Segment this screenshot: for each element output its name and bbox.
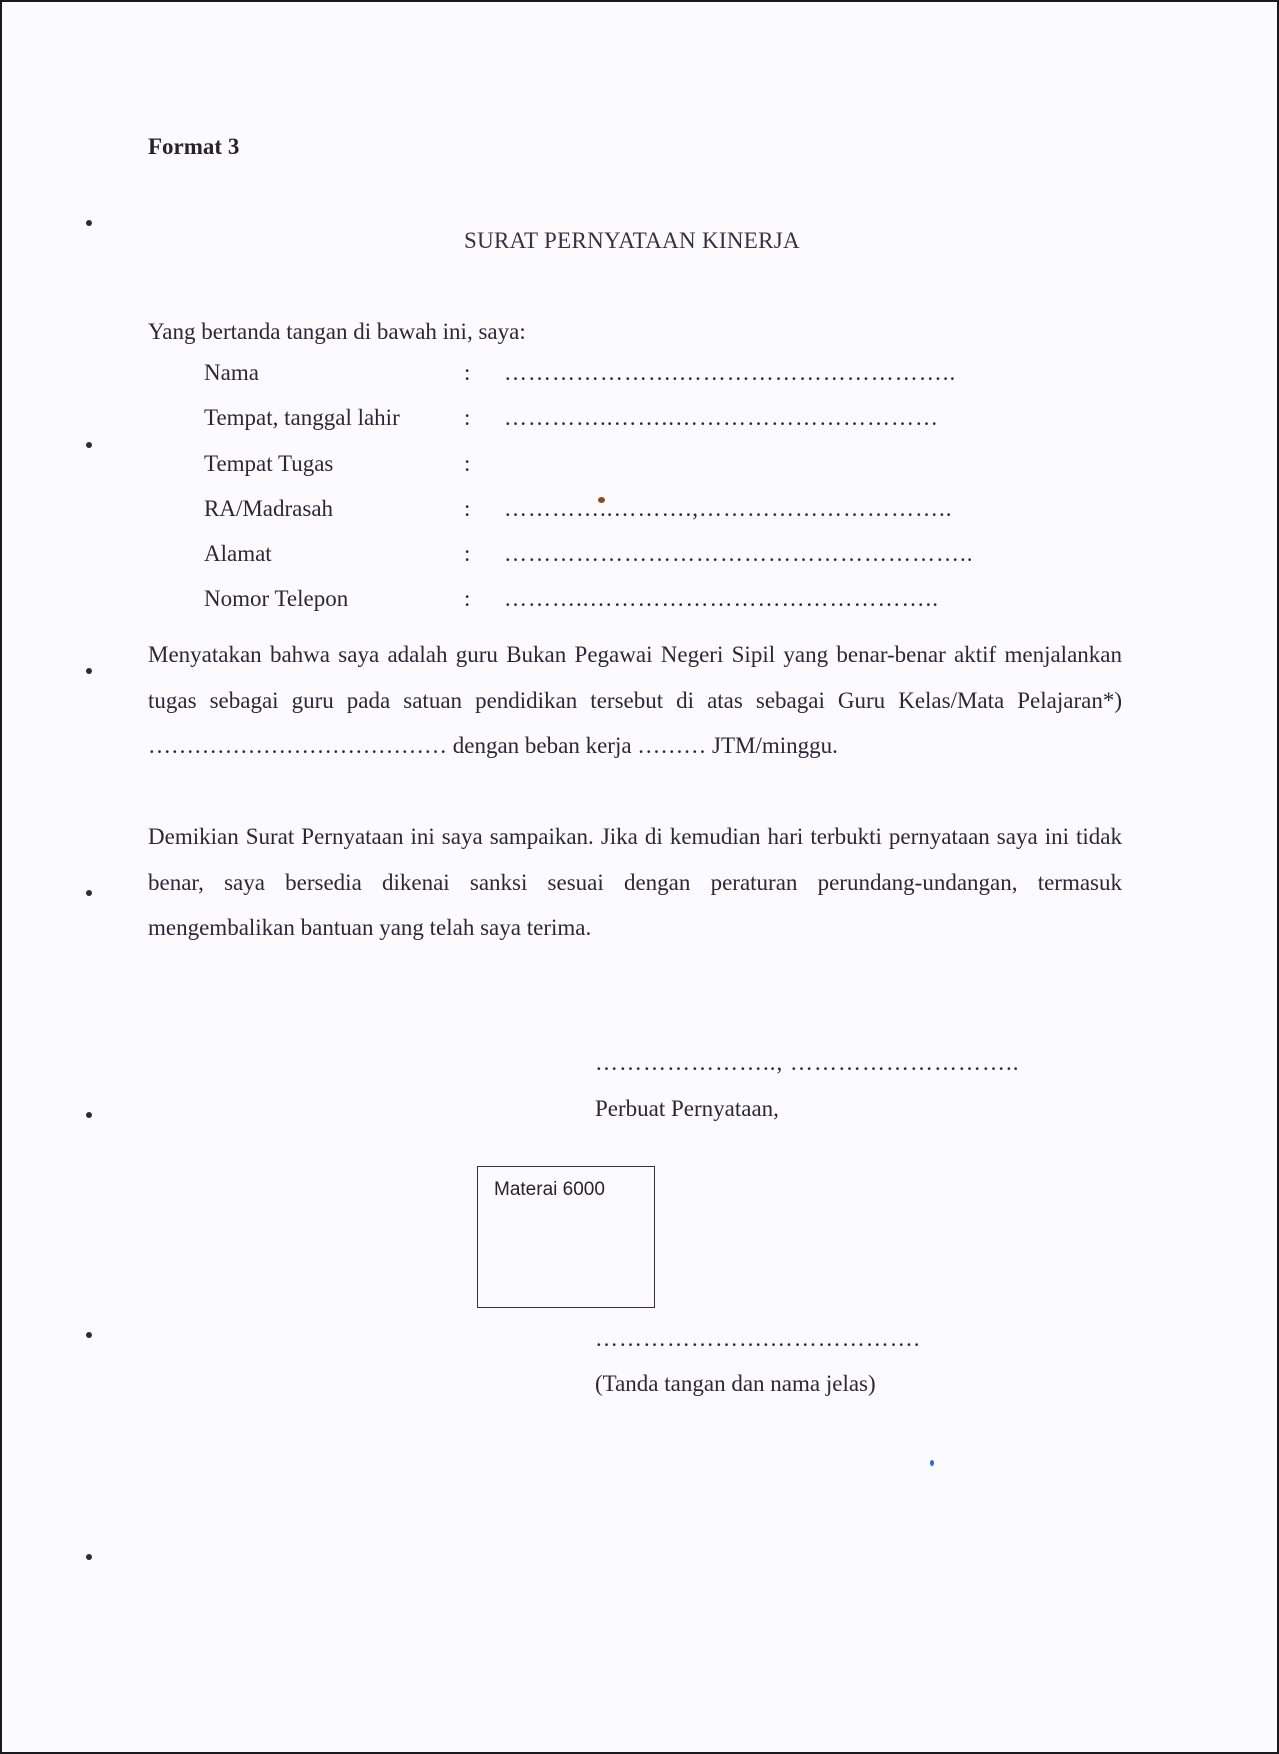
signature-caption: (Tanda tangan dan nama jelas) <box>595 1371 876 1396</box>
field-label: Alamat <box>204 541 272 567</box>
field-nama <box>204 360 1024 405</box>
stamp-box <box>477 1166 655 1308</box>
field-label: Nama <box>204 360 259 385</box>
field-colon: : <box>464 495 471 521</box>
field-label: Nomor Telepon <box>204 586 349 612</box>
field-colon: : <box>464 405 471 431</box>
closing-paragraph: Demikian Surat Pernyataan ini saya sampaikan. Jika di kemudian hari terbukti pernyataan saya ini tidak benar, saya bersedia dikenai sanksi sesuai dengan peraturan perundang-undangan, termasuk mengembalikan bantuan yang telah saya terima. <box>148 824 1122 940</box>
binder-hole-mark <box>86 442 92 448</box>
field-blank: ………..…………………………………….. <box>504 586 939 612</box>
field-label: Tempat, tanggal lahir <box>204 405 400 431</box>
binder-hole-mark <box>86 220 92 226</box>
field-nomor-telepon <box>204 586 1024 631</box>
binder-hole-mark <box>86 890 92 896</box>
field-colon: : <box>464 360 471 385</box>
field-tempat-tugas <box>204 451 1024 496</box>
ink-speck <box>930 1460 934 1466</box>
maker-label: Perbuat Pernyataan, <box>595 1096 779 1121</box>
format-label: Format 3 <box>148 134 240 159</box>
stamp-label: Materai 6000 <box>494 1179 605 1200</box>
field-blank: ………………….…………………………….. <box>504 360 957 385</box>
identity-fields <box>204 360 1024 632</box>
statement-paragraph: Menyatakan bahwa saya adalah guru Bukan Pegawai Negeri Sipil yang benar-benar aktif menjalankan tugas sebagai guru pada satuan pendidikan tersebut di atas sebagai Guru Kelas/Mata Pelajaran*) ………………………………… dengan beban kerja ……… JTM/minggu. <box>148 642 1122 758</box>
field-label: Tempat Tugas <box>204 450 334 476</box>
intro-text: Yang bertanda tangan di bawah ini, saya: <box>148 319 526 344</box>
field-label: RA/Madrasah <box>204 495 334 521</box>
field-blank: ………………………………………………….. <box>504 541 974 567</box>
field-blank: …………..……..…………………………… <box>504 405 939 431</box>
field-colon: : <box>464 541 471 567</box>
binder-hole-mark <box>86 1554 92 1560</box>
field-alamat <box>204 541 1024 586</box>
field-tempat-tanggal-lahir <box>204 405 1024 450</box>
signature-blank: ………………….………………. <box>595 1326 921 1351</box>
field-colon: : <box>464 450 471 476</box>
binder-hole-mark <box>86 1112 92 1118</box>
document-title: SURAT PERNYATAAN KINERJA <box>464 228 800 253</box>
field-colon: : <box>464 586 471 612</box>
binder-hole-mark <box>86 1332 92 1338</box>
place-date-blank: ………………….., ……………………….. <box>595 1050 1020 1075</box>
field-ra-madrasah <box>204 496 1024 541</box>
field-blank: …………..……….,………………………….. <box>504 495 953 521</box>
binder-hole-mark <box>86 668 92 674</box>
